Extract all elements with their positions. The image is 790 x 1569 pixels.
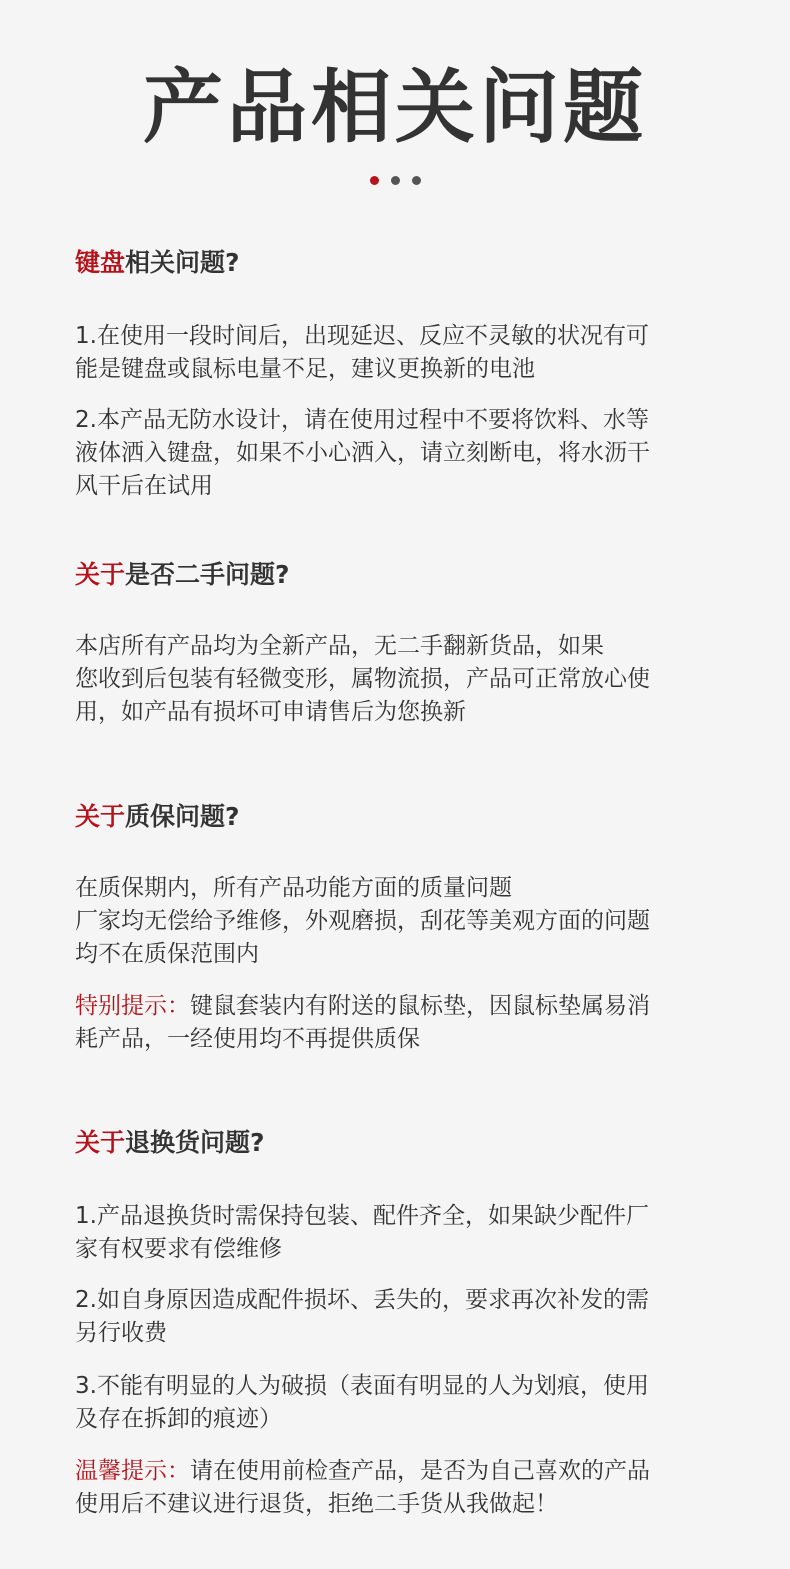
note-line xyxy=(75,1455,735,1488)
heading-text: 质保问题? xyxy=(125,802,240,831)
note-label: 特别提示： xyxy=(75,993,190,1019)
paragraph xyxy=(75,1200,735,1266)
note-label: 温馨提示： xyxy=(75,1458,190,1484)
section-heading-keyboard xyxy=(75,246,240,280)
paragraph xyxy=(75,404,735,503)
paragraph-line: 另行收费 xyxy=(75,1320,167,1346)
heading-highlight: 键盘 xyxy=(75,248,126,277)
special-note xyxy=(75,990,735,1056)
paragraph-line: 1.在使用一段时间后，出现延迟、反应不灵敏的状况有可 xyxy=(75,323,649,349)
paragraph-line: 用，如产品有损坏可申请售后为您换新 xyxy=(75,699,466,725)
paragraph-line: 3.不能有明显的人为破损（表面有明显的人为划痕，使用 xyxy=(75,1373,649,1399)
note-line: 使用后不建议进行退货，拒绝二手货从我做起！ xyxy=(75,1491,558,1517)
note-line xyxy=(75,990,735,1023)
heading-highlight: 关于 xyxy=(75,560,126,589)
heading-text: 相关问题? xyxy=(125,248,240,277)
paragraph-line: 风干后在试用 xyxy=(75,473,213,499)
page-title: 产品相关问题 xyxy=(143,61,647,154)
heading-highlight: 关于 xyxy=(75,802,126,831)
heading-text: 退换货问题? xyxy=(125,1128,265,1157)
paragraph-line: 2.如自身原因造成配件损坏、丢失的，要求再次补发的需 xyxy=(75,1287,649,1313)
paragraph-line: 2.本产品无防水设计，请在使用过程中不要将饮料、水等 xyxy=(75,407,649,433)
note-text: 键鼠套装内有附送的鼠标垫，因鼠标垫属易消 xyxy=(190,993,650,1019)
paragraph xyxy=(75,1284,735,1350)
paragraph-line: 能是键盘或鼠标电量不足，建议更换新的电池 xyxy=(75,356,535,382)
paragraph-line: 均不在质保范围内 xyxy=(75,941,259,967)
paragraph xyxy=(75,320,735,386)
paragraph xyxy=(75,630,735,729)
title-divider-dots xyxy=(0,176,790,185)
divider-dot xyxy=(391,176,400,185)
section-heading-second-hand xyxy=(75,558,290,592)
divider-dot xyxy=(412,176,421,185)
heading-highlight: 关于 xyxy=(75,1128,126,1157)
section-heading-warranty xyxy=(75,800,240,834)
paragraph-line: 您收到后包装有轻微变形，属物流损，产品可正常放心使 xyxy=(75,666,650,692)
warm-note xyxy=(75,1455,735,1521)
paragraph-line: 家有权要求有偿维修 xyxy=(75,1236,282,1262)
note-line: 耗产品，一经使用均不再提供质保 xyxy=(75,1026,420,1052)
section-heading-returns xyxy=(75,1126,265,1160)
paragraph-line: 及存在拆卸的痕迹） xyxy=(75,1406,282,1432)
heading-text: 是否二手问题? xyxy=(125,560,290,589)
paragraph-line: 在质保期内，所有产品功能方面的质量问题 xyxy=(75,875,512,901)
note-text: 请在使用前检查产品，是否为自己喜欢的产品 xyxy=(190,1458,650,1484)
paragraph-line: 1.产品退换货时需保持包装、配件齐全，如果缺少配件厂 xyxy=(75,1203,649,1229)
paragraph-line: 本店所有产品均为全新产品，无二手翻新货品，如果 xyxy=(75,633,604,659)
divider-dot-red xyxy=(370,176,379,185)
paragraph xyxy=(75,1370,735,1436)
paragraph-line: 液体洒入键盘，如果不小心洒入，请立刻断电，将水沥干 xyxy=(75,440,650,466)
paragraph-line: 厂家均无偿给予维修，外观磨损，刮花等美观方面的问题 xyxy=(75,908,650,934)
paragraph xyxy=(75,872,735,971)
